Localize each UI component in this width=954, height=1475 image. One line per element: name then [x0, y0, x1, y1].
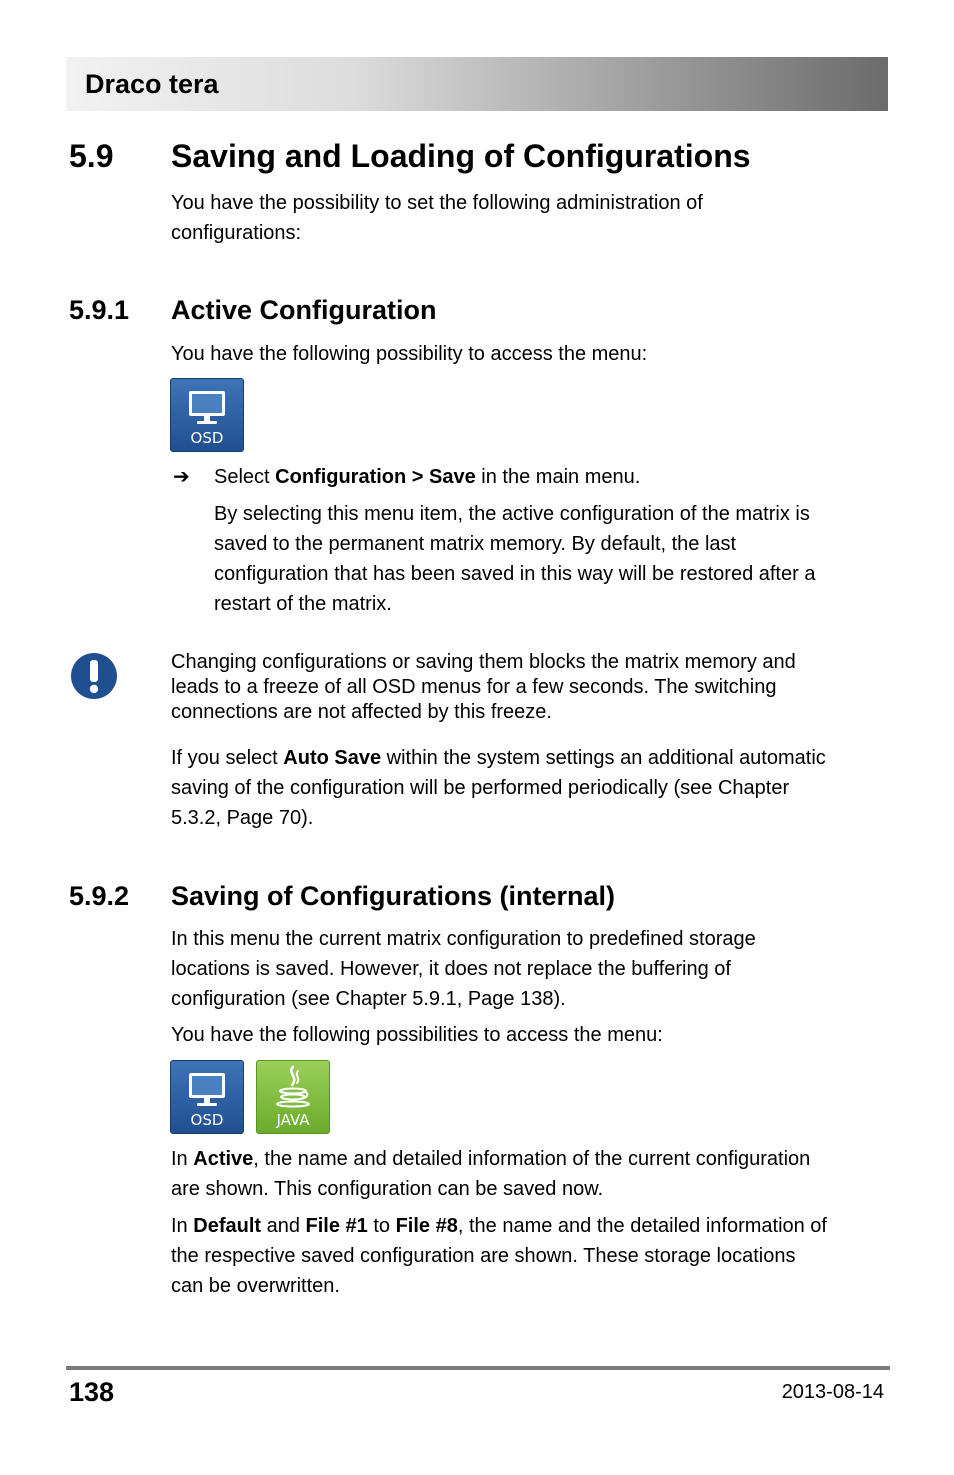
- text-line: can be overwritten.: [171, 1275, 340, 1297]
- default-t3: to: [367, 1215, 396, 1237]
- active-paragraph: [171, 1144, 891, 1204]
- footer-rule: [66, 1366, 890, 1370]
- text-line: You have the possibility to set the following administration of: [171, 192, 703, 214]
- text-line: the respective saved configuration are shown. These storage locations: [171, 1245, 796, 1267]
- active-bold: Active: [193, 1148, 254, 1170]
- text-line: By selecting this menu item, the active configuration of the matrix is: [214, 503, 810, 525]
- subsection-title: Active Configuration: [171, 295, 437, 325]
- text-line: [171, 1144, 891, 1174]
- step-text: [214, 462, 894, 492]
- text-line: saving of the configuration will be performed periodically (see Chapter: [171, 777, 790, 799]
- section-title: Saving and Loading of Configurations: [171, 138, 751, 174]
- subsection-number: 5.9.2: [69, 881, 130, 911]
- osd-icon-label: OSD: [190, 1111, 224, 1129]
- osd-icon: [170, 1060, 244, 1134]
- default-paragraph: [171, 1211, 891, 1301]
- active-post: , the name and detailed information of the current configuration: [253, 1148, 811, 1170]
- autosave-post: within the system settings an additional automatic: [381, 747, 826, 769]
- section-intro: [171, 188, 891, 248]
- default-b3: File #8: [395, 1215, 458, 1237]
- page-number: 138: [69, 1377, 115, 1407]
- text-line: In this menu the current matrix configuration to predefined storage: [171, 928, 756, 950]
- step-pre: Select: [214, 466, 276, 488]
- subsection-number: 5.9.1: [69, 295, 130, 325]
- text-line: configuration that has been saved in this way will be restored after a: [214, 563, 816, 585]
- text-line: [171, 1211, 891, 1241]
- text-line: connections are not affected by this freeze.: [171, 701, 552, 723]
- text-line: restart of the matrix.: [214, 593, 392, 615]
- arrow-bullet-icon: ➔: [173, 466, 190, 488]
- text-line: [171, 743, 891, 773]
- step-post: in the main menu.: [475, 466, 641, 488]
- section-number: 5.9: [69, 138, 114, 174]
- step-menu-path: Configuration > Save: [275, 466, 476, 488]
- access-text: You have the following possibility to access the menu:: [171, 343, 648, 365]
- header-title: Draco tera: [85, 69, 219, 99]
- autosave-pre: If you select: [171, 747, 284, 769]
- autosave-paragraph: [171, 743, 891, 833]
- text-line: 5.3.2, Page 70).: [171, 807, 314, 829]
- osd-icon: [170, 378, 244, 452]
- text-line: are shown. This configuration can be saved now.: [171, 1178, 604, 1200]
- text-line: Changing configurations or saving them blocks the matrix memory and: [171, 651, 796, 673]
- note-text: [171, 650, 891, 725]
- java-icon: [256, 1060, 330, 1134]
- text-line: configurations:: [171, 222, 302, 244]
- default-b2: File #1: [305, 1215, 368, 1237]
- default-t4: , the name and the detailed information of: [457, 1215, 827, 1237]
- osd-icon-label: OSD: [190, 429, 224, 447]
- autosave-bold: Auto Save: [283, 747, 382, 769]
- active-pre: In: [171, 1148, 194, 1170]
- subsection-title: Saving of Configurations (internal): [171, 881, 615, 911]
- footer-date: 2013-08-14: [781, 1381, 884, 1403]
- default-t1: In: [171, 1215, 194, 1237]
- sub2-intro: [171, 924, 891, 1014]
- access-text: You have the following possibilities to access the menu:: [171, 1024, 663, 1046]
- default-t2: and: [261, 1215, 306, 1237]
- exclamation-icon: [70, 651, 118, 701]
- text-line: saved to the permanent matrix memory. By default, the last: [214, 533, 737, 555]
- text-line: leads to a freeze of all OSD menus for a few seconds. The switching: [171, 676, 777, 698]
- default-b1: Default: [193, 1215, 262, 1237]
- text-line: locations is saved. However, it does not replace the buffering of: [171, 958, 731, 980]
- java-icon-label: JAVA: [276, 1111, 310, 1129]
- text-line: configuration (see Chapter 5.9.1, Page 138).: [171, 988, 566, 1010]
- step-description: [214, 499, 894, 619]
